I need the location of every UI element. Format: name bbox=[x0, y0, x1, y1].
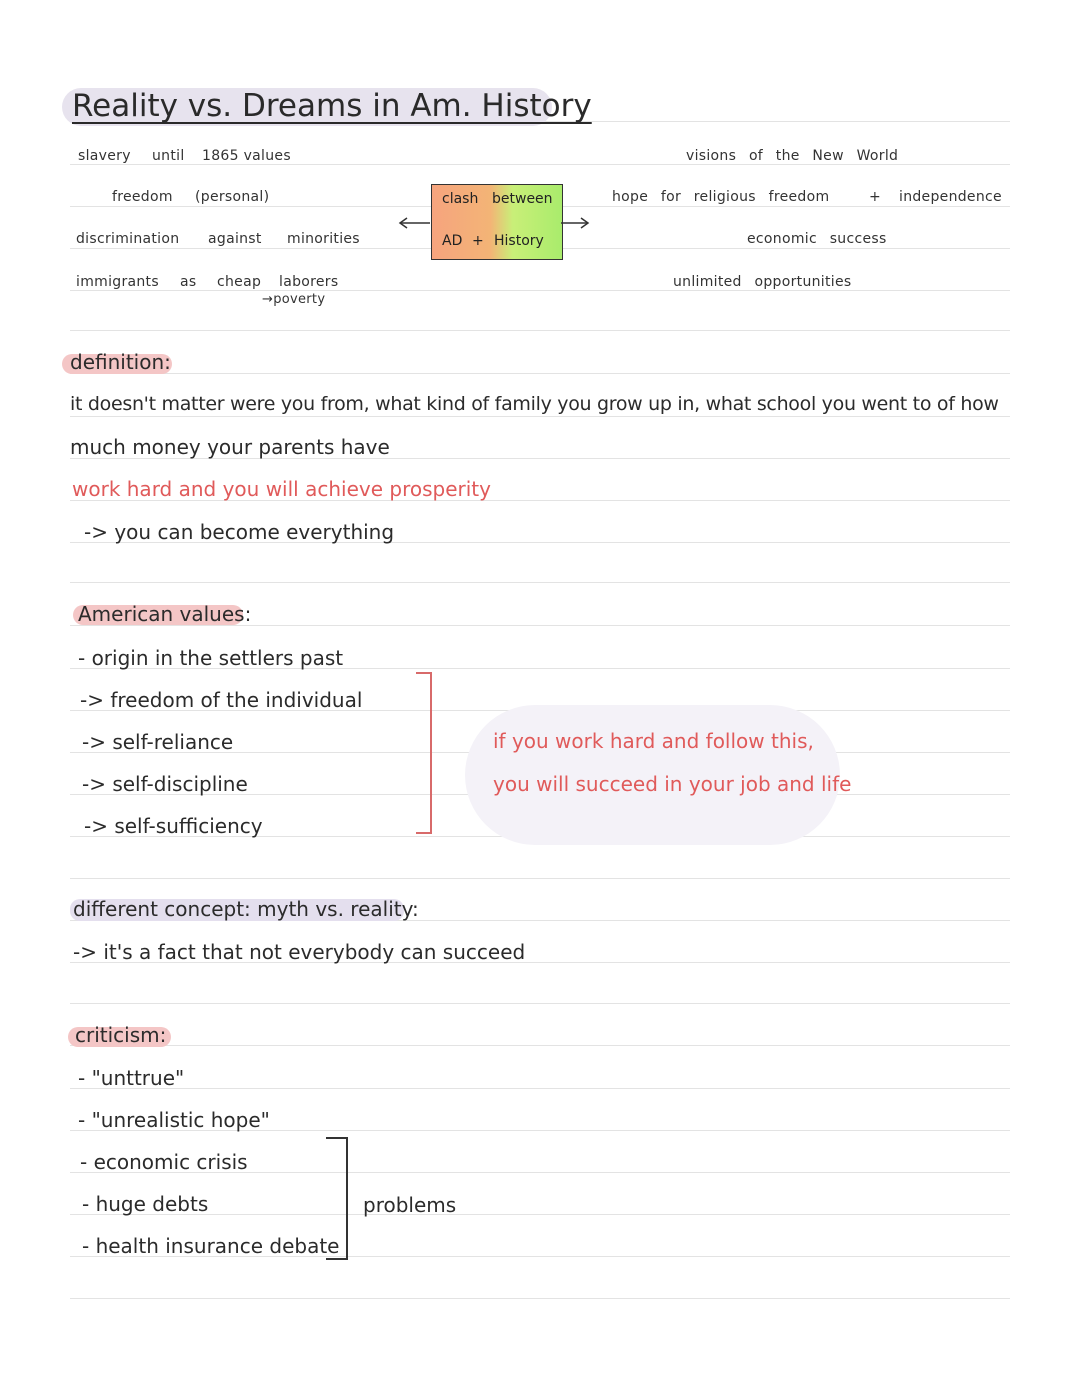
reality-minorities: minorities bbox=[287, 231, 360, 247]
values-item-5: -> self-sufficiency bbox=[84, 814, 263, 838]
reality-freedom: freedom bbox=[112, 189, 173, 205]
concept-heading: different concept: myth vs. reality: bbox=[73, 897, 419, 921]
definition-heading: definition: bbox=[70, 350, 171, 374]
clash-plus: + bbox=[472, 233, 484, 249]
reality-1865-values: 1865 values bbox=[202, 148, 291, 164]
reality-against: against bbox=[208, 231, 262, 247]
dream-opportunities: unlimited opportunities bbox=[673, 274, 852, 290]
clash-between: between bbox=[492, 191, 553, 207]
reality-cheap: cheap bbox=[217, 274, 262, 290]
definition-line-2: much money your parents have bbox=[70, 435, 390, 459]
clash-history: History bbox=[494, 233, 544, 249]
values-bracket bbox=[416, 672, 432, 834]
definition-line-4: -> you can become everything bbox=[84, 520, 395, 544]
problems-label: problems bbox=[363, 1193, 457, 1217]
dream-hope: hope for religious freedom bbox=[612, 189, 830, 205]
clash-ad: AD bbox=[442, 233, 463, 249]
dream-visions: visions of the New World bbox=[686, 148, 899, 164]
dream-economic: economic success bbox=[747, 231, 887, 247]
criticism-item-5: - health insurance debate bbox=[82, 1234, 340, 1258]
dream-plus: + bbox=[869, 189, 882, 205]
reality-as: as bbox=[180, 274, 197, 290]
problems-bracket bbox=[326, 1137, 348, 1260]
criticism-heading: criticism: bbox=[75, 1023, 167, 1047]
definition-line-1: it doesn't matter were you from, what kind of family you grow up in, what school you went to of how bbox=[70, 393, 999, 415]
clash-word: clash bbox=[442, 191, 479, 207]
reality-poverty: →poverty bbox=[262, 292, 326, 307]
values-item-4: -> self-discipline bbox=[82, 772, 248, 796]
page-title: Reality vs. Dreams in Am. History bbox=[72, 88, 592, 124]
clash-box bbox=[431, 184, 563, 260]
values-note-1: if you work hard and follow this, bbox=[493, 729, 814, 753]
dream-independence: independence bbox=[899, 189, 1002, 205]
reality-personal: (personal) bbox=[195, 189, 270, 205]
values-item-3: -> self-reliance bbox=[82, 730, 234, 754]
reality-immigrants: immigrants bbox=[76, 274, 159, 290]
concept-line: -> it's a fact that not everybody can succeed bbox=[73, 940, 526, 964]
values-note-2: you will succeed in your job and life bbox=[493, 772, 852, 796]
values-item-1: - origin in the settlers past bbox=[78, 646, 344, 670]
values-item-2: -> freedom of the individual bbox=[80, 688, 363, 712]
arrow-right-icon bbox=[561, 216, 591, 230]
reality-laborers: laborers bbox=[279, 274, 339, 290]
reality-slavery: slavery bbox=[78, 148, 131, 164]
reality-discrimination: discrimination bbox=[76, 231, 180, 247]
definition-line-3: work hard and you will achieve prosperity bbox=[72, 477, 491, 501]
criticism-item-1: - "unttrue" bbox=[78, 1066, 185, 1090]
reality-until: until bbox=[152, 148, 185, 164]
values-heading: American values: bbox=[78, 602, 252, 626]
criticism-item-3: - economic crisis bbox=[80, 1150, 248, 1174]
criticism-item-2: - "unrealistic hope" bbox=[78, 1108, 270, 1132]
arrow-left-icon bbox=[398, 216, 432, 230]
criticism-item-4: - huge debts bbox=[82, 1192, 209, 1216]
